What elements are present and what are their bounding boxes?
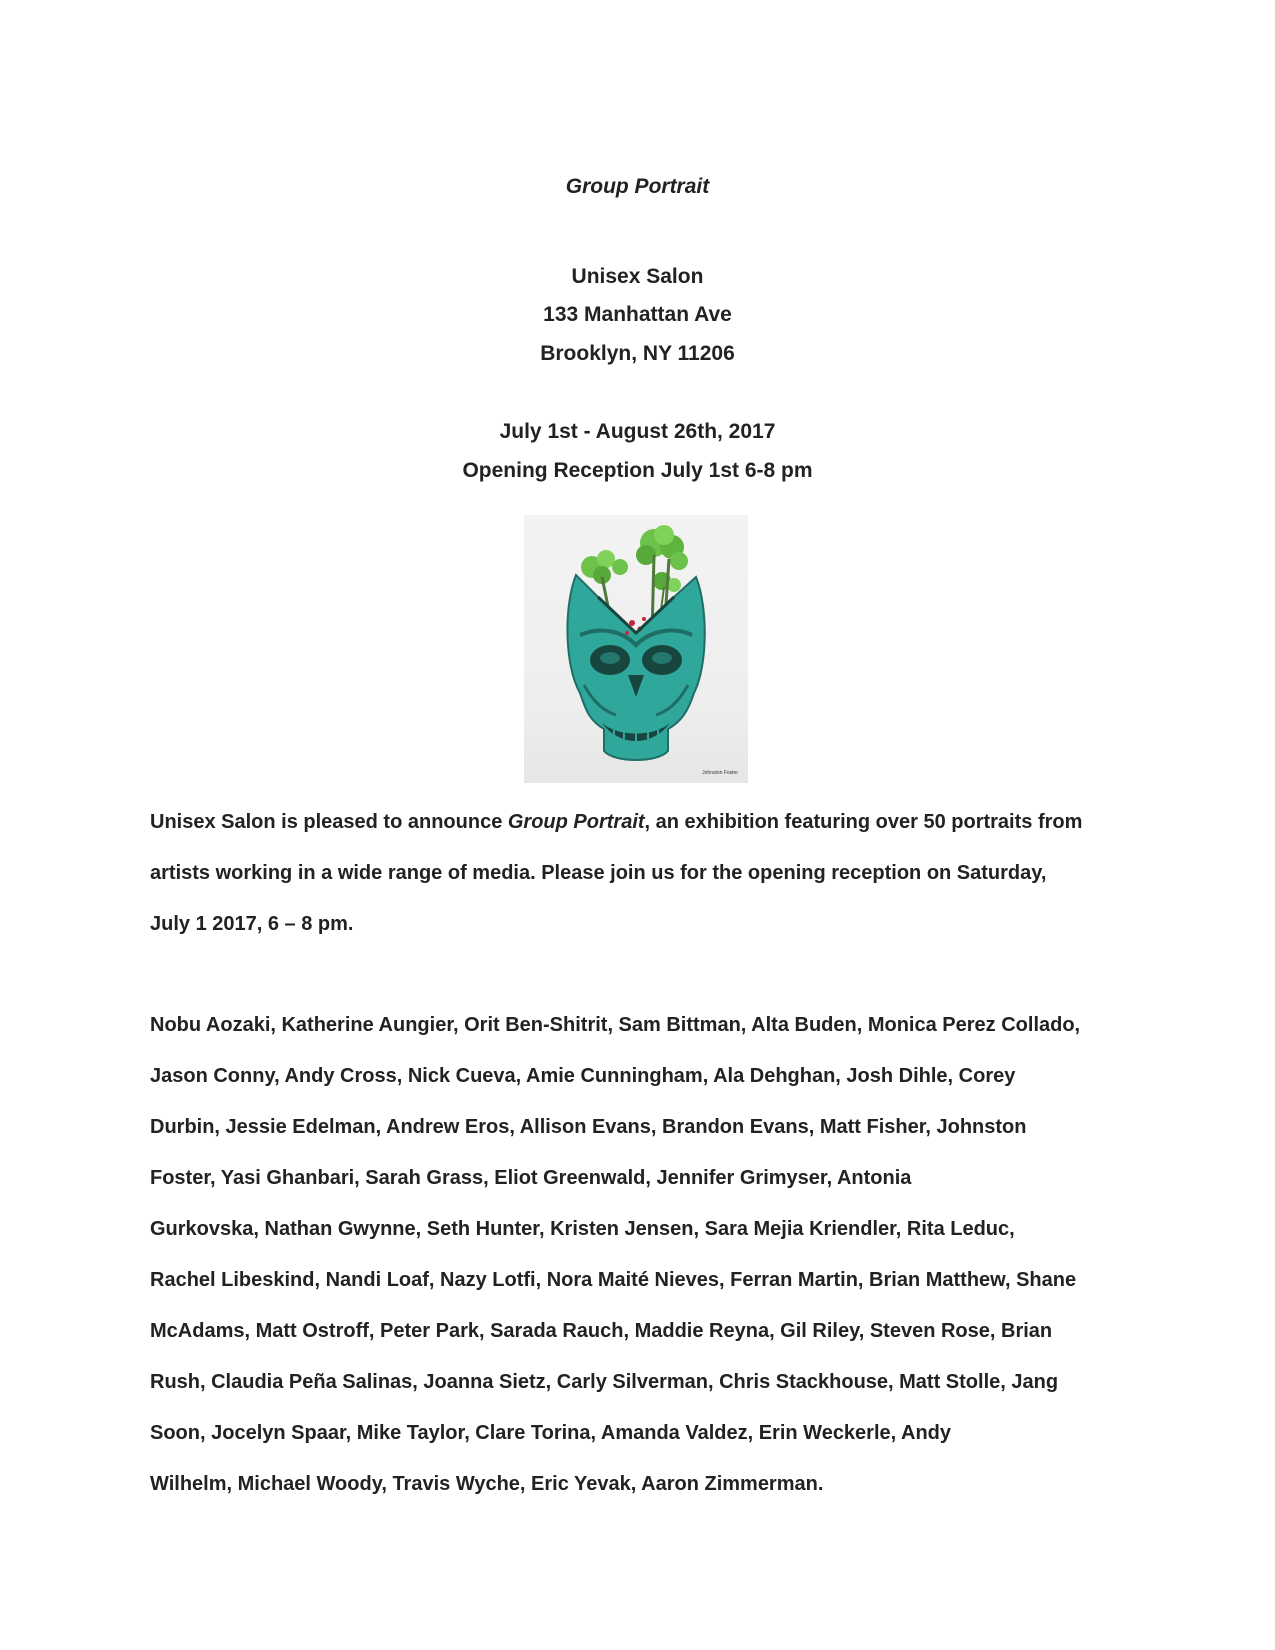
artist-list-line: Rachel Libeskind, Nandi Loaf, Nazy Lotfi, Nora Maité Nieves, Ferran Martin, Brian Matthew, Shane xyxy=(150,1269,1077,1291)
artist-list-line: McAdams, Matt Ostroff, Peter Park, Sarada Rauch, Maddie Reyna, Gil Riley, Steven Rose, Brian xyxy=(150,1320,1053,1342)
venue-city: Brooklyn, NY 11206 xyxy=(540,342,735,365)
artist-list xyxy=(150,1000,1140,1510)
announcement-line-1 xyxy=(150,797,1140,848)
skull-shape xyxy=(567,575,704,760)
announcement-line-3: July 1 2017, 6 – 8 pm. xyxy=(150,913,354,935)
artist-list-line: Wilhelm, Michael Woody, Travis Wyche, Eric Yevak, Aaron Zimmerman. xyxy=(150,1473,824,1495)
artist-list-line: Jason Conny, Andy Cross, Nick Cueva, Amie Cunningham, Ala Dehghan, Josh Dihle, Corey xyxy=(150,1065,1016,1087)
announcement-text: , an exhibition featuring over 50 portraits from xyxy=(644,811,1083,833)
announcement-paragraph xyxy=(150,797,1140,950)
artwork-credit: Johnston Foster xyxy=(702,770,738,776)
artist-list-line: Foster, Yasi Ghanbari, Sarah Grass, Eliot Greenwald, Jennifer Grimyser, Antonia xyxy=(150,1167,912,1189)
artist-list-line: Soon, Jocelyn Spaar, Mike Taylor, Clare Torina, Amanda Valdez, Erin Weckerle, Andy xyxy=(150,1422,952,1444)
exhibition-title-inline: Group Portrait xyxy=(507,811,645,833)
exhibition-title: Group Portrait xyxy=(565,175,710,198)
opening-reception: Opening Reception July 1st 6-8 pm xyxy=(462,459,813,482)
skull-sculpture-illustration xyxy=(524,515,748,783)
announcement-text: Unisex Salon is pleased to announce xyxy=(150,811,508,833)
artist-list-line: Gurkovska, Nathan Gwynne, Seth Hunter, Kristen Jensen, Sara Mejia Kriendler, Rita Leduc, xyxy=(150,1218,1015,1240)
exhibition-dates: July 1st - August 26th, 2017 xyxy=(499,420,776,443)
artwork-image xyxy=(524,515,748,783)
artist-list-line: Durbin, Jessie Edelman, Andrew Eros, Allison Evans, Brandon Evans, Matt Fisher, Johnston xyxy=(150,1116,1027,1138)
venue-name: Unisex Salon xyxy=(571,265,704,288)
artist-list-line: Rush, Claudia Peña Salinas, Joanna Sietz, Carly Silverman, Chris Stackhouse, Matt Stolle, Jang xyxy=(150,1371,1059,1393)
artist-list-line: Nobu Aozaki, Katherine Aungier, Orit Ben-Shitrit, Sam Bittman, Alta Buden, Monica Perez Collado, xyxy=(150,1014,1081,1036)
announcement-line-2: artists working in a wide range of media. Please join us for the opening reception on Saturday, xyxy=(150,862,1047,884)
venue-street: 133 Manhattan Ave xyxy=(543,303,732,326)
